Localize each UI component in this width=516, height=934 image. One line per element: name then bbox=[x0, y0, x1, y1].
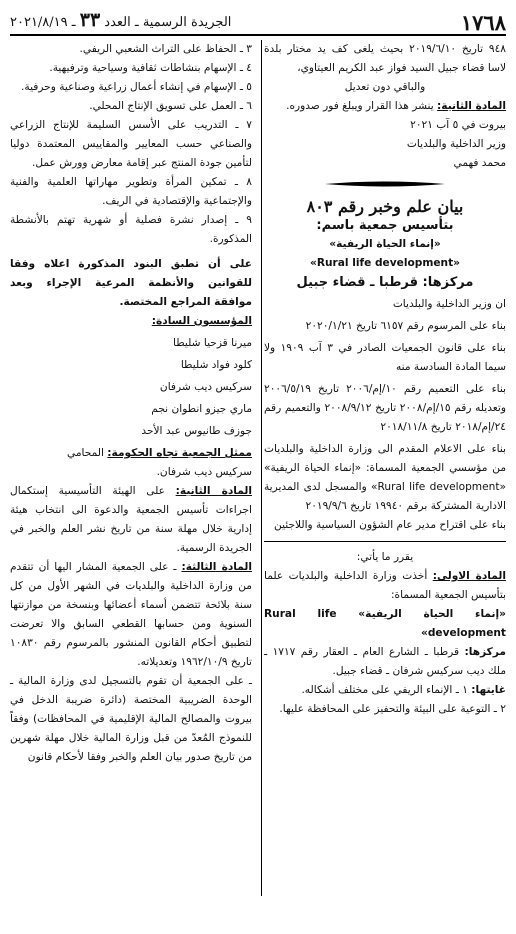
founder-name: جوزف طانيوس عبد الأحد bbox=[141, 425, 252, 437]
issue-number: ٣٣ bbox=[79, 9, 101, 31]
hq-clause bbox=[264, 643, 506, 681]
founders-label: المؤسسون السادة: bbox=[151, 315, 252, 327]
right-column bbox=[264, 40, 506, 719]
prev-decision-text: ٩٤٨ تاريخ ٢٠١٩/٦/١٠ بحيث يلغى كف يد مختار بلدة لاسا قضاء جبيل السيد فواز عبد الكريم العيتاوي، bbox=[264, 43, 506, 74]
sign-name: محمد فهمي bbox=[453, 157, 506, 169]
hq-label: مركزها: bbox=[464, 646, 506, 658]
goal-8: ٨ ـ تمكين المرأة وتطوير مهاراتها العلمية والفنية والإجتماعية والإقتصادية في الريف. bbox=[10, 176, 252, 207]
association-name-ar: «إنماء الحياة الريفية» bbox=[329, 238, 441, 250]
minister-intro: ان وزير الداخلية والبلديات bbox=[392, 298, 506, 310]
article-1-names: «إنماء الحياة الريفية» Rural life development» bbox=[264, 608, 506, 639]
gazette-title: الجريدة الرسمية ـ العدد bbox=[104, 15, 232, 30]
header-rule bbox=[10, 34, 506, 36]
article-2-body: على الهيئة التأسيسية إستكمال اجراءات تأسيس الجمعية والدعوة الى انتخاب هيئة إدارية خلال مهلة سنة من تاريخ نشر العلم والخبر في الجريدة الرسمية. bbox=[10, 485, 252, 554]
representative-label: ممثل الجمعية تجاه الحكومة: bbox=[107, 447, 252, 459]
representative-name: سركيس ديب شرفان. bbox=[156, 466, 252, 478]
goal-5: ٥ ـ الإسهام في إنشاء أعمال زراعية وصناعية وحرفية. bbox=[21, 81, 252, 93]
article-1-label: المادة الاولى: bbox=[432, 570, 507, 582]
goals-clause bbox=[264, 681, 506, 700]
divider-ornament bbox=[264, 179, 506, 189]
decides-heading: يقرر ما يأتي: bbox=[356, 551, 414, 563]
issue-date: ـ ٢٠٢١/٨/١٩ bbox=[10, 15, 76, 30]
basis-circulars: بناء على التعميم رقم ١٠/إم/٢٠٠٦ تاريخ ٢٠٠٦/٥/١٩ وتعديله رقم ١٥/إم/٢٠٠٨ تاريخ ٢٠٠٨/٩/١٢ والتعميم رقم ٢٤/إم/٢٠١٨ تاريخ ٢٠١٨/١١/٨ bbox=[264, 383, 506, 433]
goal-4: ٤ ـ الإسهام بنشاطات ثقافية وسياحية وترفيهية. bbox=[49, 62, 252, 74]
representative bbox=[10, 444, 252, 463]
hq-text: قرطبا ـ الشارع العام ـ العقار رقم ١٧١٧ ـ ملك ديب سركيس شرفان ـ قضاء جبيل. bbox=[264, 646, 506, 677]
representative-role: المحامي bbox=[67, 447, 104, 459]
basis-decree: بناء على المرسوم رقم ٦١٥٧ تاريخ ٢٠٢٠/١/٢١ bbox=[305, 320, 506, 332]
article-1-text: أخذت وزارة الداخلية والبلديات علما بتأسيس الجمعية المسماة: bbox=[264, 570, 506, 601]
remainder-unchanged: والباقي دون تعديل bbox=[344, 81, 426, 93]
article-3 bbox=[10, 558, 252, 672]
basis-notification: بناء على الاعلام المقدم الى وزارة الداخلية والبلديات من مؤسسي الجمعية المسماة: «إنماء الحياة الريفية» «Rural life development» والمسجل لدى المديرية الادارية المشتركة برقم ١٩٩٤٠ تاريخ ٢٠١٩/٩/٦ bbox=[264, 443, 506, 512]
goal-3: ٣ ـ الحفاظ على التراث الشعبي الريفي. bbox=[79, 43, 252, 55]
goal-6: ٦ ـ العمل على تسويق الإنتاج المحلي. bbox=[89, 100, 252, 112]
goal-9: ٩ ـ إصدار نشرة فصلية أو شهرية تهتم بالأنشطة المذكورة. bbox=[10, 214, 252, 245]
left-column bbox=[10, 40, 252, 767]
notice-subtitle: بتأسيس جمعية باسم: bbox=[316, 218, 454, 233]
sign-title: وزير الداخلية والبلديات bbox=[406, 138, 506, 150]
column-divider bbox=[261, 40, 262, 896]
goal-2: ٢ ـ التوعية على البيئة والتحفيز على المحافظة عليها. bbox=[279, 703, 506, 715]
goal-7: ٧ ـ التدريب على الأسس السليمة للإنتاج الزراعي والصناعي حسب المعايير والمقاييس المعتمدة دوليا لتأمين جودة المنتج عبر إقامة معارض وورش عمل. bbox=[10, 119, 252, 169]
goals-label: غايتها: bbox=[471, 684, 506, 696]
association-hq: مركزها: قرطبا ـ قضاء جبيل bbox=[296, 275, 474, 290]
sign-place-date: بيروت في ٥ آب ٢٠٢١ bbox=[410, 119, 506, 131]
apply-clause: على أن تطبق البنود المذكورة اعلاه وفقا للقوانين والأنظمة المرعية الإجراء وبعد موافقة المراجع المختصة. bbox=[10, 258, 252, 308]
basis-law: بناء على قانون الجمعيات الصادر في ٣ آب ١٩٠٩ ولا سيما المادة السادسة منه bbox=[264, 342, 507, 373]
page-header bbox=[10, 6, 506, 35]
page-number: ١٧٦٨ bbox=[460, 10, 506, 35]
founder-name: سركيس ديب شرفان bbox=[159, 381, 252, 393]
basis-proposal: بناء على اقتراح مدير عام الشؤون السياسية واللاجئين bbox=[274, 519, 506, 531]
article-3-body-2: ـ على الجمعية أن تقوم بالتسجيل لدى وزارة المالية ـ الوحدة الضريبية المختصة (دائرة ضريبة الدخل في بيروت والمصالح المالية الإقليمية في المحافظات) وفقاً للنموذج المُعدّ من قبل وزارة المالية خلال مهلة شهرين من تاريخ صدور بيان العلم والخبر وفقا لأحكام قانون bbox=[10, 675, 252, 763]
notice-title: بيان علم وخبر رقم ٨٠٣ bbox=[306, 197, 464, 216]
founder-name: ميرنا قزحيا شليطا bbox=[172, 337, 252, 349]
goal-1: ١ ـ الإنماء الريفي على مختلف أشكاله. bbox=[301, 684, 468, 696]
article-2-text: ينشر هذا القرار ويبلغ فور صدوره. bbox=[286, 100, 434, 112]
gazette-header bbox=[10, 11, 231, 32]
association-name-en: «Rural life development» bbox=[309, 257, 460, 269]
article-3-label: المادة الثالثة: bbox=[181, 561, 252, 573]
article-2-prev bbox=[264, 97, 506, 116]
article-2-label-left: المادة الثانية: bbox=[175, 485, 252, 497]
article-2-label: المادة الثانية: bbox=[437, 100, 506, 112]
founder-name: كلود فواد شليطا bbox=[180, 359, 252, 371]
article-3-body: ـ على الجمعية المشار اليها أن تتقدم من وزارة الداخلية والبلديات في الشهر الأول من كل سنة بلائحة تتضمن أسماء أعضائها وبنسخة من موازنتها السنوية ومن حسابها القطعي السابق والا تعرضت لتطبيق أحكام القانون المنشور بالمرسوم رقم ١٠٨٣٠ تاريخ ١٩٦٢/١٠/٩ وتعديلاته. bbox=[10, 561, 252, 668]
founder-name: ماري جيزو انطوان نجم bbox=[151, 403, 252, 415]
section-rule bbox=[264, 541, 506, 542]
article-1 bbox=[264, 567, 506, 605]
article-2 bbox=[10, 482, 252, 558]
